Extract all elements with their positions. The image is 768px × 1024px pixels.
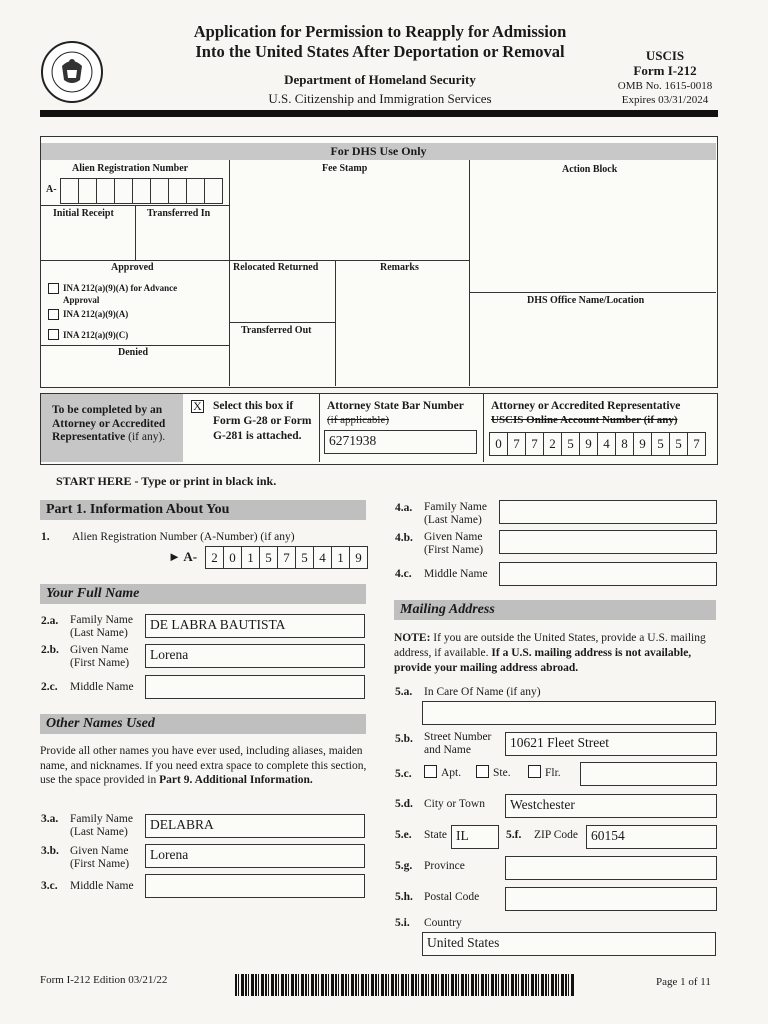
zip-label: ZIP Code (534, 829, 578, 841)
online-account-cells[interactable]: 0 7 7 2 5 9 4 8 9 5 5 7 (489, 432, 706, 456)
divider (469, 292, 716, 293)
apt-label: Apt. (441, 767, 462, 779)
divider (319, 394, 320, 462)
province-field[interactable] (505, 856, 717, 880)
dhs-seal (40, 40, 104, 104)
full-name-header: Your Full Name (40, 584, 366, 604)
family-name-field[interactable]: DE LABRA BAUTISTA (145, 614, 365, 638)
ina-a-checkbox[interactable] (48, 309, 59, 320)
other-names-description: Provide all other names you have ever used, including aliases, maiden name, and nicknames. If you need extra space to complete this section, use the space provided in Part 9. Additional Information. (40, 745, 367, 786)
a-number-prefix: ► A- (168, 549, 198, 564)
action-block-label: Action Block (562, 164, 618, 175)
divider (41, 345, 229, 346)
right-family-name-label: Family Name (Last Name) (424, 501, 487, 526)
care-of-field[interactable] (422, 701, 716, 725)
state-field[interactable]: IL (451, 825, 499, 849)
q3c-number: 3.c. (41, 880, 58, 892)
dhs-office-label: DHS Office Name/Location (527, 295, 645, 306)
state-label: State (424, 829, 447, 841)
footer-page-number: Page 1 of 11 (656, 976, 711, 988)
dhs-a-number-cells[interactable] (60, 178, 223, 204)
other-given-name-label: Given Name (First Name) (70, 845, 130, 870)
bar-number-label: Attorney State Bar Number (327, 400, 464, 412)
divider (41, 260, 469, 261)
divider (41, 205, 229, 206)
other-family-name-label: Family Name (Last Name) (70, 813, 133, 838)
postal-code-field[interactable] (505, 887, 717, 911)
city-field[interactable]: Westchester (505, 794, 717, 818)
mailing-note: NOTE: If you are outside the United States, provide a U.S. mailing address, if available. If a U.S. mailing address is not available, provide your mailing address abroad. (394, 632, 706, 674)
apt-checkbox[interactable] (424, 765, 437, 778)
given-name-field[interactable]: Lorena (145, 644, 365, 668)
care-of-label: In Care Of Name (if any) (424, 686, 541, 698)
a-number-label: Alien Registration Number (A-Number) (if any) (72, 531, 295, 543)
unit-number-field[interactable] (580, 762, 717, 786)
divider (469, 160, 470, 386)
flr-label: Flr. (545, 767, 561, 779)
divider (483, 394, 484, 462)
remarks-label: Remarks (380, 262, 419, 273)
divider (229, 160, 230, 386)
q5h-number: 5.h. (395, 891, 413, 903)
q2b-number: 2.b. (41, 644, 59, 656)
g28-attached-checkbox[interactable] (191, 400, 204, 413)
dhs-use-title-bar (41, 143, 716, 160)
part1-header: Part 1. Information About You (40, 500, 366, 520)
ste-label: Ste. (493, 767, 511, 779)
q5c-number: 5.c. (395, 768, 412, 780)
country-field[interactable]: United States (422, 932, 716, 956)
q5i-number: 5.i. (395, 917, 410, 929)
country-label: Country (424, 917, 462, 929)
footer-edition: Form I-212 Edition 03/21/22 (40, 974, 168, 986)
ina-advance-checkbox[interactable] (48, 283, 59, 294)
agency-name: U.S. Citizenship and Immigration Services (268, 91, 492, 106)
family-name-label: Family Name (Last Name) (70, 614, 133, 639)
ste-checkbox[interactable] (476, 765, 489, 778)
q5d-number: 5.d. (395, 798, 413, 810)
q2c-number: 2.c. (41, 681, 58, 693)
other-names-header: Other Names Used (40, 714, 366, 734)
right-middle-name-field[interactable] (499, 562, 717, 586)
dhs-use-title: For DHS Use Only (330, 144, 427, 158)
online-account-label: Attorney or Accredited Representative (491, 400, 681, 412)
transferred-in-label: Transferred In (147, 208, 211, 219)
bar-number-sublabel: (if applicable) (327, 414, 389, 426)
q4c-number: 4.c. (395, 568, 412, 580)
other-family-name-field[interactable]: DELABRA (145, 814, 365, 838)
omb-number: OMB No. 1615-0018 (617, 80, 713, 92)
a-number-cells[interactable]: 2 0 1 5 7 5 4 1 9 (205, 546, 368, 569)
attorney-instructions: To be completed by an Attorney or Accredited Representative (if any). (52, 404, 166, 443)
q4b-number: 4.b. (395, 532, 413, 544)
divider (229, 322, 335, 323)
divider (135, 205, 136, 260)
header-rule (40, 110, 718, 117)
uscis-label: USCIS (645, 48, 685, 63)
ina-advance-label: INA 212(a)(9)(A) for Advance Approval (63, 283, 178, 305)
ina-c-checkbox[interactable] (48, 329, 59, 340)
checkmark-x: X (193, 399, 202, 413)
right-given-name-field[interactable] (499, 530, 717, 554)
g28-attached-label: Select this box if Form G-28 or Form G-281 is attached. (213, 400, 312, 442)
q5f-number: 5.f. (506, 829, 522, 841)
other-middle-name-label: Middle Name (70, 880, 134, 892)
middle-name-field[interactable] (145, 675, 365, 699)
q5b-number: 5.b. (395, 733, 413, 745)
department-name: Department of Homeland Security (284, 72, 476, 87)
form-title-line2: Into the United States After Deportation or Removal (195, 42, 565, 61)
relocated-returned-label: Relocated Returned (233, 262, 319, 273)
form-title-line1: Application for Permission to Reapply for Admission (193, 22, 567, 41)
q4a-number: 4.a. (395, 502, 413, 514)
street-label: Street Number and Name (424, 731, 492, 756)
given-name-label: Given Name (First Name) (70, 644, 130, 669)
alien-reg-label: Alien Registration Number (72, 163, 189, 174)
fee-stamp-label: Fee Stamp (322, 163, 368, 174)
a-prefix-dhs: A- (46, 184, 57, 195)
other-middle-name-field[interactable] (145, 874, 365, 898)
right-family-name-field[interactable] (499, 500, 717, 524)
q3a-number: 3.a. (41, 813, 59, 825)
form-number: Form I-212 (633, 63, 697, 78)
start-here-instruction: START HERE - Type or print in black ink. (56, 474, 277, 488)
right-given-name-label: Given Name (First Name) (424, 531, 484, 556)
q5a-number: 5.a. (395, 686, 413, 698)
footer-barcode (235, 974, 575, 996)
initial-receipt-label: Initial Receipt (53, 208, 114, 219)
approved-label: Approved (111, 262, 154, 273)
ina-c-label: INA 212(a)(9)(C) (63, 330, 129, 340)
right-middle-name-label: Middle Name (424, 568, 488, 580)
street-field[interactable]: 10621 Fleet Street (505, 732, 717, 756)
q3b-number: 3.b. (41, 845, 59, 857)
q1-number: 1. (41, 531, 50, 543)
ina-a-label: INA 212(a)(9)(A) (63, 309, 129, 319)
city-label: City or Town (424, 798, 485, 810)
q2a-number: 2.a. (41, 615, 59, 627)
middle-name-label: Middle Name (70, 681, 134, 693)
online-account-sublabel: USCIS Online Account Number (if any) (491, 414, 678, 426)
other-given-name-field[interactable]: Lorena (145, 844, 365, 868)
q5e-number: 5.e. (395, 829, 412, 841)
mailing-address-header: Mailing Address (394, 600, 716, 620)
q5g-number: 5.g. (395, 860, 413, 872)
flr-checkbox[interactable] (528, 765, 541, 778)
province-label: Province (424, 860, 465, 872)
transferred-out-label: Transferred Out (241, 325, 312, 336)
zip-field[interactable]: 60154 (586, 825, 717, 849)
expiration-date: Expires 03/31/2024 (621, 94, 709, 106)
denied-label: Denied (118, 347, 148, 358)
divider (335, 260, 336, 386)
postal-code-label: Postal Code (424, 891, 480, 903)
bar-number-field[interactable]: 6271938 (324, 430, 477, 454)
